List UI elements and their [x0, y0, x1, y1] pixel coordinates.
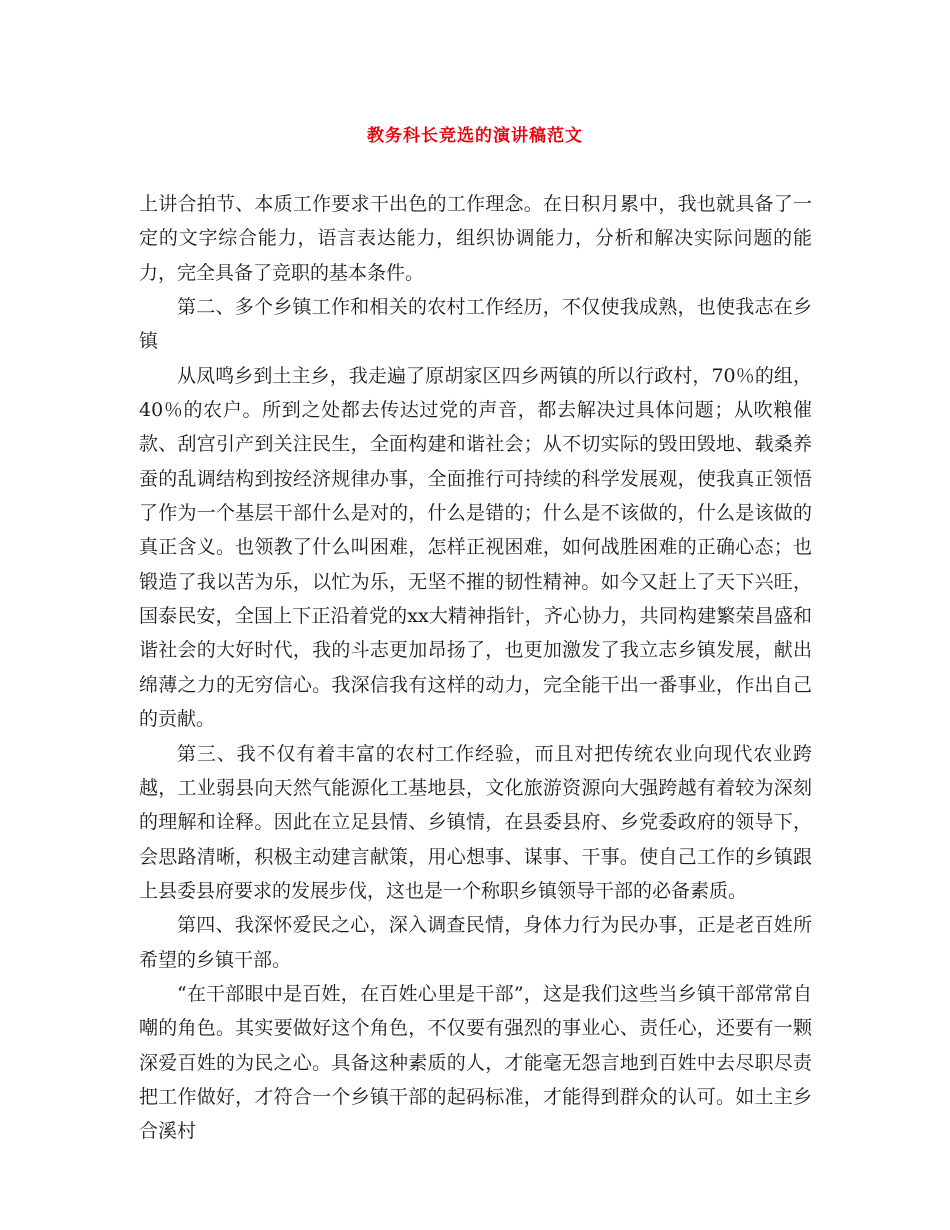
paragraph-4: 第三、我不仅有着丰富的农村工作经验，而且对把传统农业向现代农业跨越，工业弱县向天然气能源化工基地县，文化旅游资源向大强跨越有着较为深刻的理解和诠释。因此在立足县情、乡镇情，在县委县府、乡党委政府的领导下，会思路清晰，积极主动建言献策，用心想事、谋事、干事。使自己工作的乡镇跟上县委县府要求的发展步伐，这也是一个称职乡镇领导干部的必备素质。: [139, 742, 812, 902]
document-body: [139, 187, 812, 1149]
paragraph-2: 第二、多个乡镇工作和相关的农村工作经历，不仅使我成熟，也使我志在乡镇: [139, 296, 812, 353]
paragraph-5: 第四、我深怀爱民之心，深入调查民情，身体力行为民办事，正是老百姓所希望的乡镇干部。: [139, 914, 812, 971]
paragraph-1: 上讲合拍节、本质工作要求干出色的工作理念。在日积月累中，我也就具备了一定的文字综合能力，语言表达能力，组织协调能力，分析和解决实际问题的能力，完全具备了竞职的基本条件。: [139, 193, 812, 284]
paragraph-6: “在干部眼中是百姓，在百姓心里是干部”，这是我们这些当乡镇干部常常自嘲的角色。其实要做好这个角色，不仅要有强烈的事业心、责任心，还要有一颗深爱百姓的为民之心。具备这种素质的人，才能毫无怨言地到百姓中去尽职尽责把工作做好，才符合一个乡镇干部的起码标准，才能得到群众的认可。如土主乡合溪村: [139, 982, 812, 1143]
document-title: 教务科长竞选的演讲稿范文: [367, 126, 583, 146]
paragraph-3: 从凤鸣乡到土主乡，我走遍了原胡家区四乡两镇的所以行政村，70％的组，40％的农户。所到之处都去传达过党的声音，都去解决过具体问题；从吹粮催款、刮宫引产到关注民生，全面构建和谐社会；从不切实际的毁田毁地、载桑养蚕的乱调结构到按经济规律办事，全面推行可持续的科学发展观，使我真正领悟了作为一个基层干部什么是对的，什么是错的；什么是不该做的，什么是该做的真正含义。也领教了什么叫困难，怎样正视困难，如何战胜困难的正确心态；也锻造了我以苦为乐，以忙为乐，无坚不摧的韧性精神。如今又赶上了天下兴旺，国泰民安，全国上下正沿着党的xx大精神指针，齐心协力，共同构建繁荣昌盛和谐社会的大好时代，我的斗志更加昂扬了，也更加激发了我立志乡镇发展，献出绵薄之力的无穷信心。我深信我有这样的动力，完全能干出一番事业，作出自己的贡献。: [139, 364, 812, 731]
